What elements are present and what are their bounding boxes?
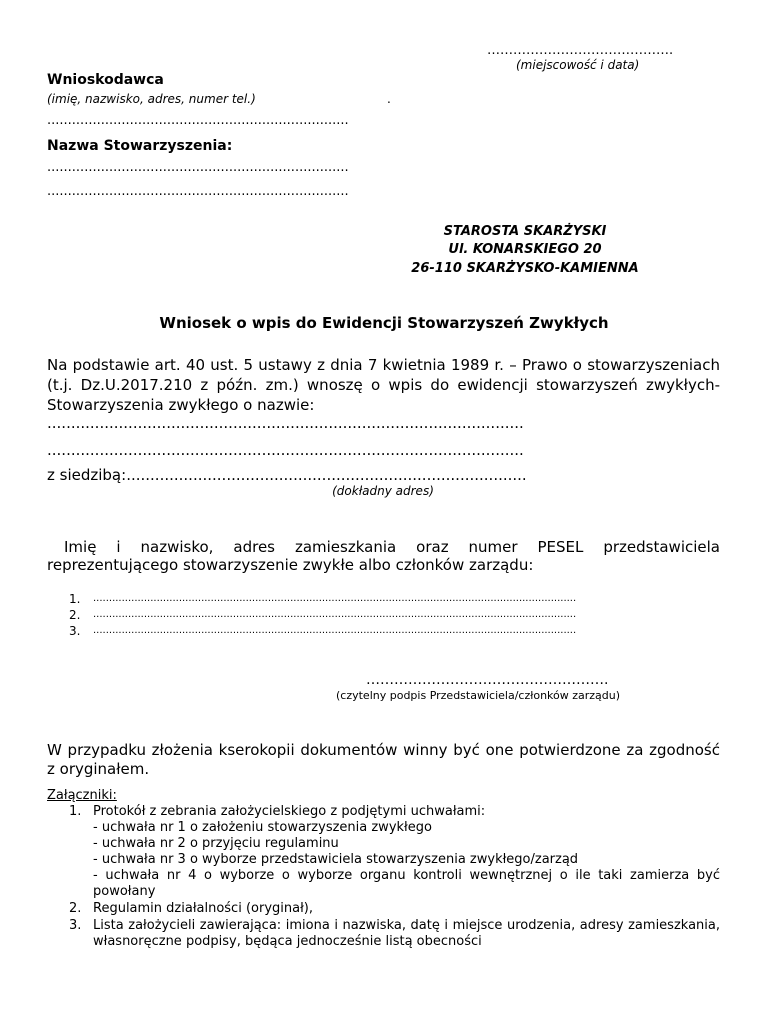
seat-row — [47, 466, 527, 484]
attachment-3-line-1: Lista założycieli zawierająca: imiona i nazwiska, datę i miejsce urodzenia, adresy zamieszkania, — [93, 918, 720, 933]
attachments-heading: Załączniki: — [47, 788, 117, 803]
signature-dots: ……………………………………………. — [366, 672, 609, 688]
applicant-hint-dot: . — [387, 92, 391, 106]
attachment-1-num: 1. — [69, 804, 82, 819]
signature-hint: (czytelny podpis Przedstawiciela/członków zarządu) — [336, 689, 621, 702]
attachment-1-sub-2: - uchwała nr 2 o przyjęciu regulaminu — [93, 836, 339, 851]
place-date-label: (miejscowość i data) — [516, 58, 640, 72]
rep-item-2-num: 2. — [69, 608, 81, 622]
applicant-hint: (imię, nazwisko, adres, numer tel.) — [47, 92, 256, 106]
rep-item-1-num: 1. — [69, 592, 81, 606]
attachment-1-sub-4-line-1: - uchwała nr 4 o wyborze o wyborze organu kontroli wewnętrznej o ile taki zamierza być — [93, 868, 720, 883]
seat-dots: .................................................................................... — [126, 466, 527, 484]
body-line-1: Na podstawie art. 40 ust. 5 ustawy z dnia 7 kwietnia 1989 r. – Prawo o stowarzyszeniach — [47, 356, 720, 374]
body-line-2: (t.j. Dz.U.2017.210 z późn. zm.) wnoszę o wpis do ewidencji stowarzyszeń zwykłych- — [47, 376, 720, 394]
rep-item-3-num: 3. — [69, 624, 81, 638]
attachment-1-text: Protokół z zebrania założycielskiego z podjętymi uchwałami: — [93, 804, 486, 819]
association-name-dots-2: .................................................................................................... — [47, 441, 524, 459]
representatives-line-2 — [47, 556, 533, 574]
attachment-2-num: 2. — [69, 901, 82, 916]
place-date-dots: ……………………………………. — [487, 43, 674, 58]
applicant-heading: Wnioskodawca — [47, 72, 164, 88]
attachment-3-line-2: własnoręczne podpisy, będąca jednocześnie listą obecności — [93, 934, 482, 949]
attachment-3-num: 3. — [69, 918, 82, 933]
seat-label: z siedzibą: — [47, 466, 127, 484]
attachment-2-text: Regulamin działalności (oryginał), — [93, 901, 313, 916]
attachment-1-sub-3: - uchwała nr 3 o wyborze przedstawiciela stowarzyszenia zwykłego/zarząd — [93, 852, 579, 867]
representatives-line-2-text: reprezentującego stowarzyszenie zwykłe albo członków zarządu: — [47, 556, 534, 574]
attachment-1-sub-1: - uchwała nr 1 o założeniu stowarzyszenia zwykłego — [93, 820, 432, 835]
representatives-line-1: Imię i nazwisko, adres zamieszkania oraz numer PESEL przedstawiciela — [64, 538, 720, 556]
rep-item-1-dots: ........................................................................................................................................................ — [93, 593, 577, 604]
rep-item-2-dots: ........................................................................................................................................................ — [93, 609, 577, 620]
rep-item-3-dots: ........................................................................................................................................................ — [93, 625, 577, 636]
association-name-dots-1: .................................................................................................... — [47, 414, 524, 432]
body-line-3: Stowarzyszenia zwykłego o nazwie: — [47, 396, 315, 414]
recipient-line-3: 26-110 SKARŻYSKO-KAMIENNA — [411, 261, 639, 276]
association-name-heading: Nazwa Stowarzyszenia: — [47, 138, 233, 154]
page-title: Wniosek o wpis do Ewidencji Stowarzyszeń Zwykłych — [159, 314, 609, 332]
association-name-line-2: ......................................................................... — [47, 184, 349, 199]
association-name-line-1: ......................................................................... — [47, 160, 349, 175]
seat-hint: (dokładny adres) — [332, 484, 434, 498]
attachment-1-sub-4-line-2: powołany — [93, 884, 156, 899]
copies-note-line-1: W przypadku złożenia kserokopii dokumentów winny być one potwierdzone za zgodność — [47, 741, 720, 759]
applicant-line: ......................................................................... — [47, 113, 349, 128]
recipient-line-1: STAROSTA SKARŻYSKI — [443, 224, 607, 239]
copies-note-line-2: z oryginałem. — [47, 760, 150, 778]
recipient-line-2: Ul. KONARSKIEGO 20 — [448, 242, 602, 257]
